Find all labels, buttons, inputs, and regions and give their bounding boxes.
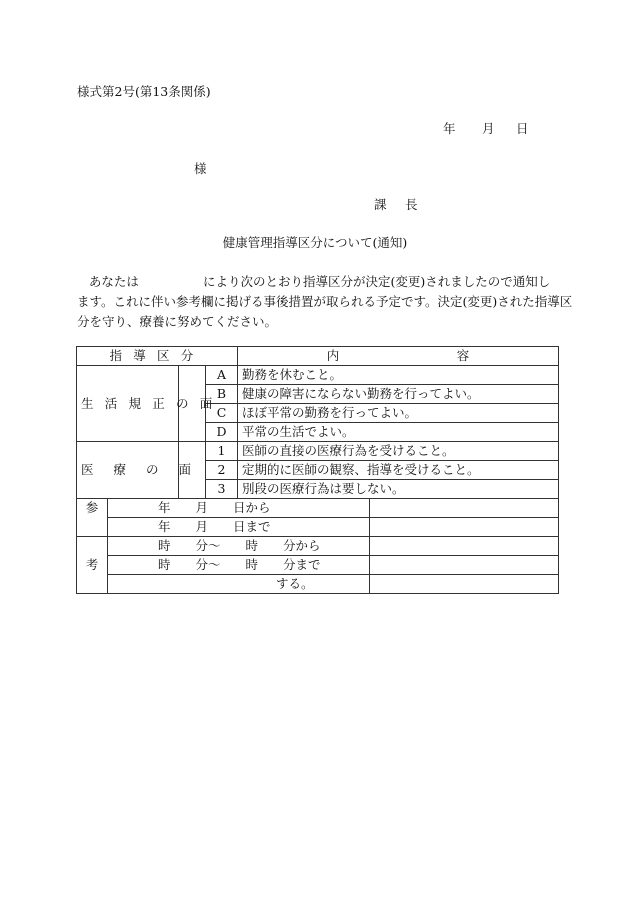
header-guidance-category: 指導区分 <box>77 347 238 366</box>
reference-row <box>77 575 559 594</box>
reference-blank <box>370 518 559 537</box>
form-number: 様式第2号(第13条関係) <box>77 84 211 99</box>
table-row <box>77 366 559 385</box>
reference-label-top: 参 <box>77 499 108 537</box>
reference-row <box>77 537 559 556</box>
group-life-regulation: 生活規正の面 <box>77 366 179 442</box>
reference-row <box>77 556 559 575</box>
notice-line-1 <box>77 272 559 292</box>
reference-row <box>77 499 559 518</box>
notice-line-2: ます。これに伴い参考欄に掲げる事後措置が取られる予定です。決定(変更)された指導区 <box>77 294 573 309</box>
reference-time-to: 時 分～ 時 分まで <box>108 556 370 575</box>
sender-title-char-1: 課 <box>374 197 387 212</box>
row-code: D <box>206 423 238 442</box>
reference-blank <box>370 556 559 575</box>
row-code: 2 <box>206 461 238 480</box>
sender-title-char-2: 長 <box>405 197 418 212</box>
date-month-label: 月 <box>482 121 495 136</box>
reference-action: する。 <box>108 575 370 594</box>
document-title: 健康管理指導区分について(通知) <box>222 235 408 250</box>
reference-period-from: 年 月 日から <box>108 499 370 518</box>
reference-time-from: 時 分～ 時 分から <box>108 537 370 556</box>
reference-blank <box>370 575 559 594</box>
row-code: 1 <box>206 442 238 461</box>
row-text: 定期的に医師の観察、指導を受けること。 <box>238 461 559 480</box>
table-row <box>77 442 559 461</box>
group-medical: 医療の面 <box>77 442 179 499</box>
header-content-char-2: 容 <box>456 348 470 363</box>
reference-blank <box>370 537 559 556</box>
reference-row <box>77 518 559 537</box>
row-code: A <box>206 366 238 385</box>
header-content-char-1: 内 <box>326 348 340 363</box>
reference-label-bottom: 考 <box>77 537 108 594</box>
guidance-table <box>76 346 559 594</box>
reference-blank <box>370 499 559 518</box>
date-day-label: 日 <box>516 121 529 136</box>
row-text: 医師の直接の医療行為を受けること。 <box>238 442 559 461</box>
notice-line-1-start: あなたは <box>88 274 139 289</box>
notice-line-1-end: により次のとおり指導区分が決定(変更)されましたので通知し <box>202 274 551 289</box>
notice-line-3: 分を守り、療養に努めてください。 <box>77 314 278 329</box>
row-code: 3 <box>206 480 238 499</box>
date-year-label: 年 <box>443 121 456 136</box>
header-content <box>238 347 559 366</box>
row-text: 勤務を休むこと。 <box>238 366 559 385</box>
row-text: ほぼ平常の勤務を行ってよい。 <box>238 404 559 423</box>
table-header-row <box>77 347 559 366</box>
row-text: 平常の生活でよい。 <box>238 423 559 442</box>
addressee-suffix: 様 <box>194 161 207 176</box>
notice-body <box>77 272 573 332</box>
row-code: C <box>206 404 238 423</box>
reference-period-to: 年 月 日まで <box>108 518 370 537</box>
row-text: 健康の障害にならない勤務を行ってよい。 <box>238 385 559 404</box>
row-code: B <box>206 385 238 404</box>
row-text: 別段の医療行為は要しない。 <box>238 480 559 499</box>
